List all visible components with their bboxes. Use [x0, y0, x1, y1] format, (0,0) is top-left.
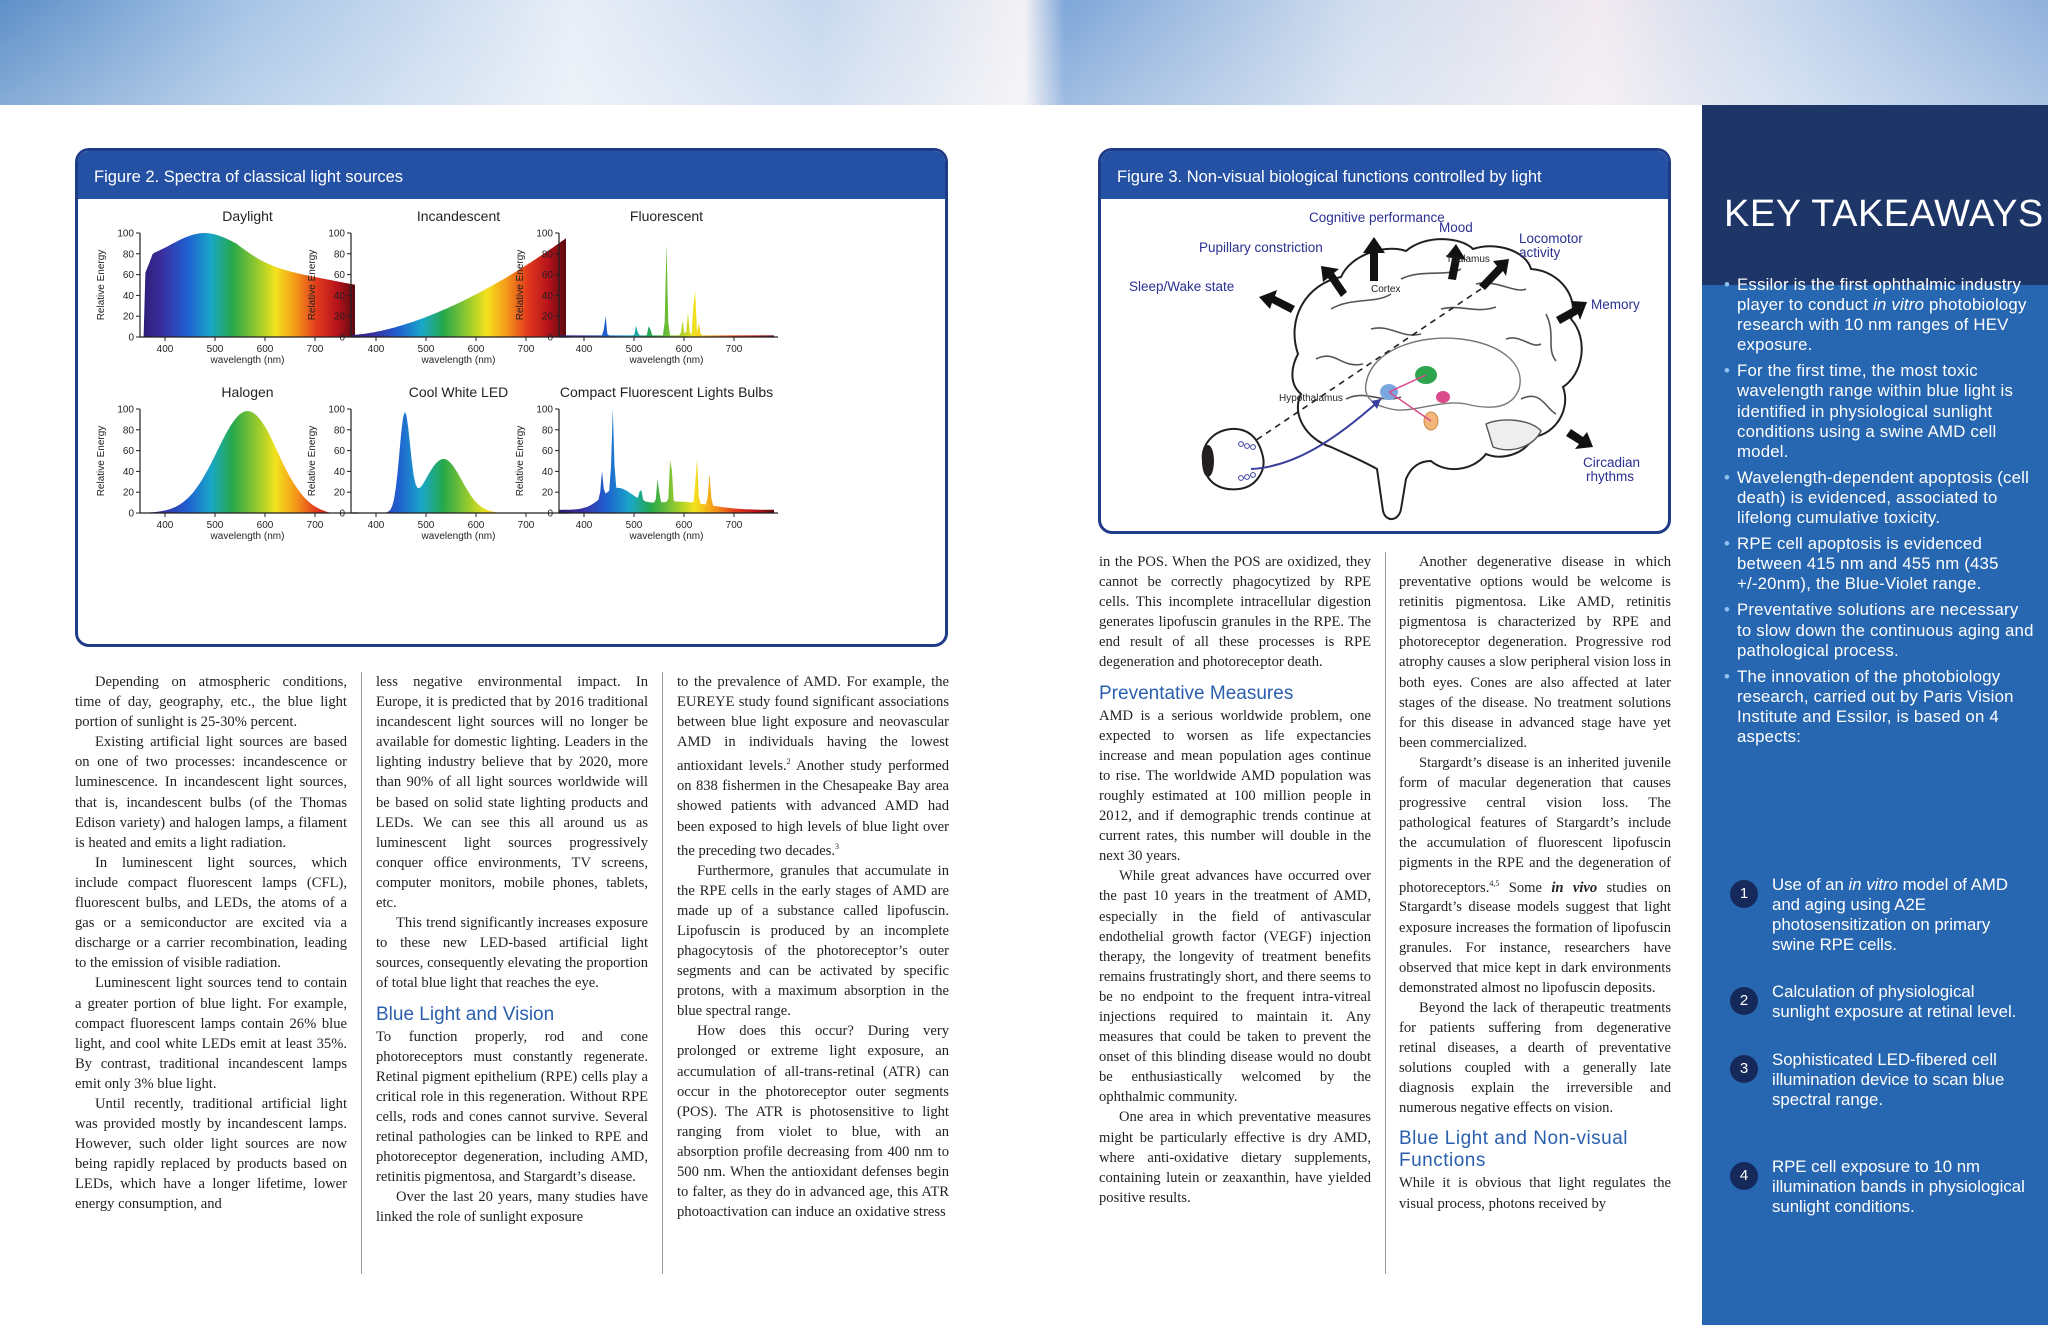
figure-2-title: Figure 2. Spectra of classical light sources	[78, 151, 945, 199]
y-tick-label: 0	[547, 332, 553, 344]
y-tick-label: 80	[333, 249, 345, 261]
spectrum-area	[559, 409, 774, 513]
y-tick-label: 100	[536, 404, 553, 416]
figure-2-body	[78, 199, 945, 644]
paragraph: Depending on atmospheric conditions, time of day, geography, etc., the blue light portion of sunlight is 25-30% percent.	[75, 674, 347, 731]
label-mood: Mood	[1439, 220, 1473, 235]
y-tick-label: 40	[122, 466, 134, 478]
spectrum-panel	[96, 208, 359, 366]
visual-pathway-dashed	[1231, 289, 1481, 457]
y-axis-label: Relative Energy	[515, 249, 526, 321]
label-cortex: Cortex	[1371, 284, 1401, 295]
paragraph: AMD is a serious worldwide problem, one expected to worsen as life expectancies increase and mean population ages continue to rise. The worldwide AMD population was roughly estimated at 100 million people in 2012, and if demographic trends continue at current rates, this number will double in the next 30 years.	[1099, 707, 1371, 865]
text-column-1	[75, 672, 347, 1215]
paragraph: This trend significantly increases exposure to these new LED-based artificial light sources, consequently elevating the proportion of total blue light that reaches the eye.	[376, 915, 648, 992]
y-tick-label: 100	[536, 228, 553, 240]
y-tick-label: 40	[541, 466, 553, 478]
arrow-sleep	[1259, 290, 1295, 313]
x-tick-label: 700	[517, 520, 535, 531]
eye-pupil	[1202, 445, 1214, 477]
takeaway-item: • Essilor is the first ophthalmic industry player to conduct in vitro photobiology research with 10 nm ranges of HEV exposure.	[1724, 275, 2034, 355]
y-tick-label: 20	[333, 311, 345, 323]
takeaways-list	[1724, 275, 2034, 753]
panel-title: Fluorescent	[629, 208, 704, 224]
aspect-text: Calculation of physiological sunlight exposure at retinal level.	[1772, 982, 2017, 1022]
y-tick-label: 20	[541, 487, 553, 499]
x-tick-label: 700	[306, 344, 324, 355]
x-axis-label: wavelength (nm)	[629, 531, 704, 542]
aspect-text: RPE cell exposure to 10 nm illumination bands in physiological sunlight conditions.	[1772, 1157, 2025, 1217]
label-memory: Memory	[1591, 297, 1640, 312]
y-tick-label: 40	[541, 290, 553, 302]
panel-title: Halogen	[221, 384, 274, 400]
aspect-item-1	[1730, 875, 2030, 975]
x-tick-label: 600	[675, 344, 693, 355]
aspect-number-badge: 1	[1730, 880, 1758, 908]
y-tick-label: 60	[122, 446, 134, 458]
aspect-item-2	[1730, 982, 2030, 1052]
y-tick-label: 0	[128, 332, 134, 344]
label-pupillary: Pupillary constriction	[1199, 240, 1323, 255]
x-tick-label: 600	[256, 344, 274, 355]
takeaway-item: • Wavelength-dependent apoptosis (cell death) is evidenced, associated to lifelong cumulative toxicity.	[1724, 468, 2034, 528]
y-tick-label: 20	[333, 487, 345, 499]
y-tick-label: 100	[328, 404, 345, 416]
y-tick-label: 0	[128, 508, 134, 520]
takeaway-item: • The innovation of the photobiology research, carried out by Paris Vision Institute and Essilor, is based on 4 aspects:	[1724, 667, 2034, 747]
text-column-5	[1399, 552, 1671, 1214]
x-tick-label: 700	[517, 344, 535, 355]
section-heading-blue-light-vision: Blue Light and Vision	[376, 1003, 555, 1025]
y-tick-label: 100	[328, 228, 345, 240]
y-tick-label: 60	[333, 446, 345, 458]
x-tick-label: 600	[467, 520, 485, 531]
spectrum-panel	[307, 384, 570, 542]
y-tick-label: 20	[541, 311, 553, 323]
paragraph: less negative environmental impact. In Europe, it is predicted that by 2016 traditional incandescent light sources will no longer be available for domestic lighting. Leaders in the lighting industry believe that by 2020, more than 90% of all light sources worldwide will be based on solid state lighting products and LEDs. We can see this all around us as luminescent light sources progressively conquer office environments, TV screens, computer monitors, mobile phones, tablets, etc.	[376, 674, 648, 912]
x-tick-label: 500	[625, 520, 643, 531]
spectrum-panel	[515, 384, 778, 542]
x-tick-label: 500	[417, 520, 435, 531]
label-locomotor-2: activity	[1519, 245, 1561, 260]
x-tick-label: 600	[675, 520, 693, 531]
x-tick-label: 400	[367, 520, 385, 531]
x-axis-label: wavelength (nm)	[421, 531, 496, 542]
paragraph: Beyond the lack of therapeutic treatments for patients suffering from degenerative retinal diseases, a dearth of preventative solutions coupled with a generally late diagnosis explain the irreversible and numerous negative effects on vision.	[1399, 999, 1671, 1117]
x-tick-label: 700	[725, 344, 743, 355]
x-tick-label: 600	[467, 344, 485, 355]
paragraph: One area in which preventative measures might be particularly effective is dry AMD, where anti-oxidative dietary supplements, containing lutein or zeaxanthin, have yielded positive results.	[1099, 1109, 1371, 1206]
x-tick-label: 400	[575, 344, 593, 355]
paragraph: How does this occur? During very prolonged or extreme light exposure, an accumulation of all-trans-retinal (ATR) can occur in the photoreceptor outer segments (POS). The ATR is photosensitive to light ranging from violet to blue, with an absorption profile decreasing from 400 nm to 500 nm. When the antioxidant defenses begin to falter, as they do in advanced age, this ATR photoactivation can induce an oxidative stress	[677, 1023, 949, 1221]
paragraph: to the prevalence of AMD. For example, the EUREYE study found significant associations between blue light exposure and neovascular AMD in individuals having the lowest antioxidant levels.$^2$ Another study performed on 838 fishermen in the Chesapeake Bay area showed patients with advanced AMD had been exposed to high levels of blue light over the preceding two decades.$^3$	[677, 674, 949, 859]
y-tick-label: 100	[117, 228, 134, 240]
paragraph: Over the last 20 years, many studies have linked the role of sunlight exposure	[376, 1189, 648, 1226]
y-tick-label: 80	[122, 425, 134, 437]
cerebellum	[1486, 420, 1541, 450]
label-cognitive: Cognitive performance	[1309, 210, 1445, 225]
arrow-cognitive	[1363, 237, 1385, 281]
takeaway-item: • For the first time, the most toxic wavelength range within blue light is identified in physiological sunlight conditions using a swine AMD cell model.	[1724, 361, 2034, 461]
column-divider	[361, 672, 362, 1274]
aspect-number-badge: 2	[1730, 987, 1758, 1015]
figure-3-body	[1101, 199, 1668, 531]
x-axis-label: wavelength (nm)	[421, 355, 496, 366]
column-divider	[662, 672, 663, 1274]
y-tick-label: 20	[122, 311, 134, 323]
y-tick-label: 80	[122, 249, 134, 261]
spectrum-area	[351, 238, 566, 337]
y-axis-label: Relative Energy	[307, 425, 318, 497]
x-tick-label: 500	[206, 344, 224, 355]
panel-title: Cool White LED	[408, 384, 509, 400]
label-locomotor-1: Locomotor	[1519, 231, 1583, 246]
paragraph: Until recently, traditional artificial light was provided mostly by incandescent lamps. However, such older light sources are now being rapidly replaced by products based on LEDs, which have a longer lifetime, lower energy consumption, and	[75, 1095, 347, 1213]
y-tick-label: 60	[541, 270, 553, 282]
aspect-item-3	[1730, 1050, 2030, 1150]
x-tick-label: 700	[306, 520, 324, 531]
x-tick-label: 400	[575, 520, 593, 531]
label-thalamus: Thalamus	[1446, 254, 1490, 265]
x-tick-label: 400	[367, 344, 385, 355]
label-circadian-2: rhythms	[1586, 469, 1635, 484]
y-tick-label: 80	[541, 249, 553, 261]
paragraph: Another degenerative disease in which preventative options would be welcome is retinitis pigmentosa. Like AMD, retinitis pigmentosa is characterized by RPE and photoreceptor degeneration. Progressive rod atrophy causes a slow peripheral vision loss in both eyes. Cones are also affected at later stages of the disease. No treatment solutions for this disease in advanced stage have yet been commercialized.	[1399, 554, 1671, 751]
y-tick-label: 60	[122, 270, 134, 282]
y-tick-label: 80	[333, 425, 345, 437]
aspect-text: Sophisticated LED-fibered cell illumination device to scan blue spectral range.	[1772, 1050, 2005, 1110]
key-takeaways-title: KEY TAKEAWAYS	[1724, 193, 2044, 235]
y-tick-label: 40	[333, 290, 345, 302]
y-tick-label: 100	[117, 404, 134, 416]
panel-title: Incandescent	[416, 208, 501, 224]
paragraph: To function properly, rod and cone photoreceptors must constantly regenerate. Retinal pigment epithelium (RPE) cells play a critical role in this regeneration. Without RPE cells, rods and cones cannot survive. Several retinal pathologies can be linked to RPE and photoreceptor degeneration, including AMD, retinitis pigmentosa, and Stargardt’s disease.	[376, 1028, 648, 1186]
takeaway-item: • Preventative solutions are necessary to slow down the continuous aging and pathological process.	[1724, 600, 2034, 660]
takeaway-item: • RPE cell apoptosis is evidenced between 415 nm and 455 nm (435 +/-20nm), the Blue-Violet range.	[1724, 534, 2034, 594]
figure-3-title: Figure 3. Non-visual biological functions controlled by light	[1101, 151, 1668, 199]
y-axis-label: Relative Energy	[307, 249, 318, 321]
label-circadian-1: Circadian	[1583, 455, 1641, 470]
spectrum-panel	[96, 384, 359, 542]
aspect-number-badge: 3	[1730, 1055, 1758, 1083]
x-tick-label: 500	[206, 520, 224, 531]
column-divider	[1385, 552, 1386, 1274]
panel-title: Compact Fluorescent Lights Bulbs	[559, 384, 774, 400]
panel-title: Daylight	[222, 208, 273, 224]
paragraph: Furthermore, granules that accumulate in the RPE cells in the early stages of AMD are made up of a substance called lipofuscin. Lipofuscin is produced by an incomplete phagocytosis of the photoreceptor’s outer segments and can be activated by specific protons, with a maximum absorption in the blue spectral range.	[677, 862, 949, 1020]
paragraph: Existing artificial light sources are based on one of two processes: incandescence or luminescence. In incandescent light sources, that is, incandescent bulbs (of the Thomas Edison variety) and halogen lamps, a filament is heated and emits a light radiation.	[75, 734, 347, 851]
arrow-circadian	[1566, 429, 1593, 449]
text-column-3	[677, 672, 949, 1222]
y-tick-label: 0	[339, 332, 345, 344]
text-column-2	[376, 672, 648, 1227]
paragraph: While it is obvious that light regulates the visual process, photons received by	[1399, 1175, 1671, 1212]
y-tick-label: 40	[333, 466, 345, 478]
key-takeaways-sidebar	[1702, 105, 2048, 1325]
paragraph: Luminescent light sources tend to contain a greater portion of blue light. For example, compact fluorescent lamps contain 26% blue light, and cool white LEDs emit at least 35%. By contrast, traditional incandescent lamps emit only 3% blue light.	[75, 975, 347, 1092]
x-tick-label: 400	[156, 520, 174, 531]
brain-folds	[1316, 269, 1556, 414]
x-tick-label: 600	[256, 520, 274, 531]
spectrum-area	[351, 412, 566, 513]
label-sleep: Sleep/Wake state	[1129, 279, 1235, 294]
x-tick-label: 500	[417, 344, 435, 355]
spectrum-area	[140, 411, 355, 513]
x-axis-label: wavelength (nm)	[210, 531, 285, 542]
y-tick-label: 60	[541, 446, 553, 458]
label-hypothalamus: Hypothalamus	[1279, 393, 1343, 404]
y-tick-label: 80	[541, 425, 553, 437]
y-axis-label: Relative Energy	[515, 425, 526, 497]
section-heading-preventative-measures: Preventative Measures	[1099, 682, 1294, 704]
spectrum-area	[140, 233, 355, 337]
figure-3	[1098, 148, 1671, 534]
x-tick-label: 700	[725, 520, 743, 531]
aspect-item-4	[1730, 1157, 2030, 1257]
paragraph: in the POS. When the POS are oxidized, they cannot be correctly phagocytized by RPE cells. This incomplete intracellular digestion generates lipofuscin granules in the RPE. The end result of all these processes is RPE degeneration and photoreceptor death.	[1099, 554, 1371, 671]
y-tick-label: 40	[122, 290, 134, 302]
spectra-charts	[78, 199, 945, 644]
section-heading-non-visual-functions: Blue Light and Non-visual Functions	[1399, 1128, 1629, 1172]
spectrum-area	[559, 244, 774, 337]
figure-2	[75, 148, 948, 647]
x-tick-label: 400	[156, 344, 174, 355]
y-tick-label: 20	[122, 487, 134, 499]
x-axis-label: wavelength (nm)	[629, 355, 704, 366]
y-tick-label: 0	[547, 508, 553, 520]
y-axis-label: Relative Energy	[96, 249, 107, 321]
brain-diagram	[1101, 199, 1668, 531]
text-column-4	[1099, 552, 1371, 1208]
retinal-projection	[1251, 399, 1381, 469]
aspect-text: Use of an in vitro model of AMD and aging using A2E photosensitization on primary swine RPE cells.	[1772, 875, 2008, 955]
y-tick-label: 60	[333, 270, 345, 282]
x-tick-label: 500	[625, 344, 643, 355]
paragraph: While great advances have occurred over the past 10 years in the treatment of AMD, especially in the field of antivascular endothelial growth factor (VEGF) injection therapy, the longevity of treatment benefits remains frustratingly short, and there seems to be no endpoint to the frequent intra-vitreal injections required to maintain it. Any measures that could be taken to prevent the onset of this blinding disease would no doubt be enthusiastically welcomed by the ophthalmic community.	[1099, 868, 1371, 1106]
y-axis-label: Relative Energy	[96, 425, 107, 497]
y-tick-label: 0	[339, 508, 345, 520]
aspect-number-badge: 4	[1730, 1162, 1758, 1190]
paragraph: Stargardt’s disease is an inherited juvenile form of macular degeneration that causes progressive central vision loss. The pathological features of Stargardt’s include the accumulation of fluorescent lipofuscin pigments in the RPE and the degeneration of photoreceptors.$^{4,5}$ Some in vivo studies on Stargardt’s disease models suggest that light exposure increases the formation of lipofuscin granules. For instance, researchers have observed that mice kept in dark environments demonstrated almost no lipofuscin deposits.	[1399, 754, 1671, 996]
x-axis-label: wavelength (nm)	[210, 355, 285, 366]
pineal-nucleus	[1436, 391, 1450, 403]
header-banner	[0, 0, 2048, 105]
paragraph: In luminescent light sources, which include compact fluorescent lamps (CFL), fluorescent bulbs, and LEDs, the atoms of a gas or a semiconductor are excited via a discharge or a carrier recombination, leading to the emission of visible radiation.	[75, 854, 347, 972]
